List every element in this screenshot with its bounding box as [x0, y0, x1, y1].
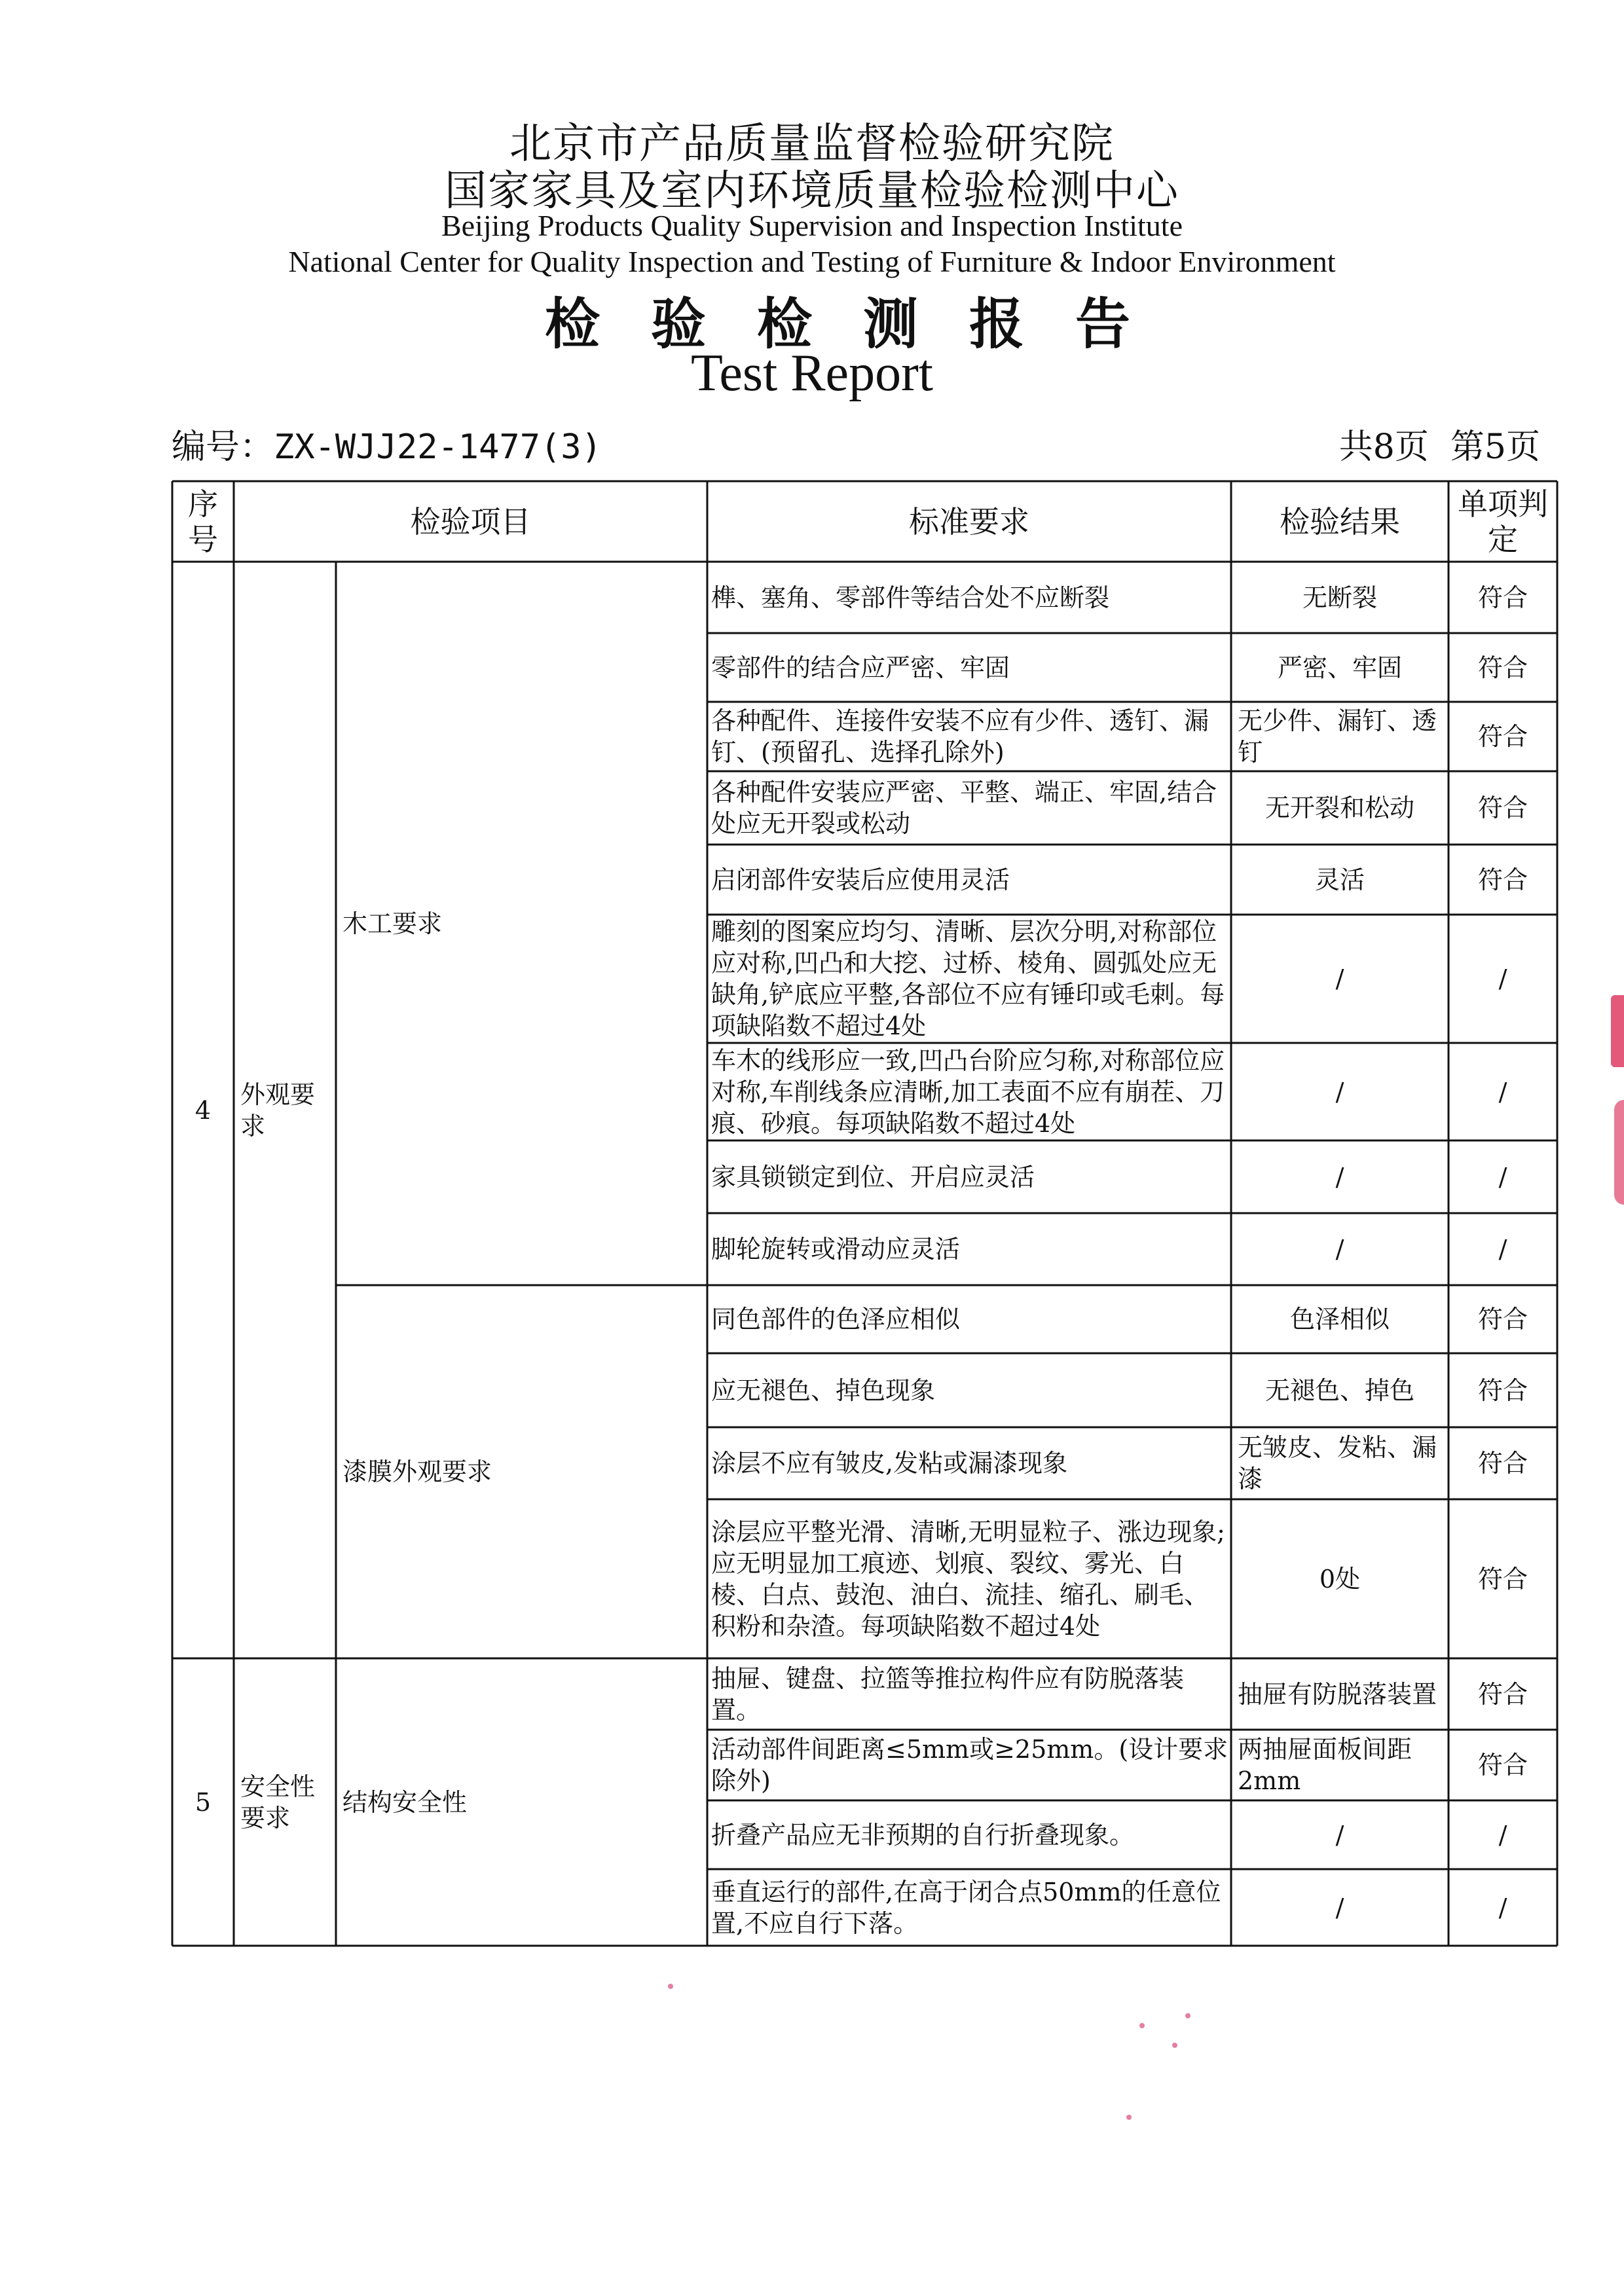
verdict-cell: 符合: [1477, 583, 1528, 612]
requirement-cell: 各种配件安装应严密、平整、端正、牢固,结合处应无开裂或松动: [711, 778, 1217, 838]
requirement-cell: 车木的线形应一致,凹凸台阶应匀称,对称部位应对称,车削线条应清晰,加工表面不应有崩茬、刀痕、砂痕。每项缺陷数不超过4处: [711, 1046, 1225, 1138]
header-seq: 序号: [188, 486, 218, 557]
seal-edge: [1614, 1100, 1624, 1205]
result-cell: 0处: [1319, 1564, 1361, 1594]
result-cell: /: [1335, 964, 1344, 993]
scan-speck: [1139, 2023, 1145, 2028]
verdict-cell: /: [1498, 1162, 1507, 1192]
verdict-cell: 符合: [1477, 865, 1528, 894]
header-requirement: 标准要求: [909, 503, 1029, 539]
org-name-cn-line1: 北京市产品质量监督检验研究院: [509, 120, 1115, 168]
subgroup-name: 结构安全性: [342, 1787, 468, 1817]
result-cell: 无断裂: [1302, 583, 1377, 612]
verdict-cell: 符合: [1477, 1376, 1528, 1405]
requirement-cell: 垂直运行的部件,在高于闭合点50mm的任意位置,不应自行下落。: [711, 1877, 1221, 1938]
verdict-cell: 符合: [1477, 653, 1528, 682]
subgroup-name: 漆膜外观要求: [342, 1457, 492, 1486]
header-item: 检验项目: [410, 503, 531, 539]
requirement-cell: 家具锁锁定到位、开启应灵活: [711, 1162, 1035, 1192]
document-number-value: ZX-WJJ22-1477(3): [274, 428, 602, 467]
result-cell: 抽屉有防脱落装置: [1238, 1679, 1437, 1709]
verdict-cell: 符合: [1477, 1679, 1528, 1709]
requirement-cell: 启闭部件安装后应使用灵活: [711, 865, 1010, 894]
group-category: 安全性要求: [240, 1772, 316, 1832]
result-cell: 两抽屉面板间距2mm: [1238, 1735, 1412, 1795]
org-name-en-line2: National Center for Quality Inspection and Testing of Furniture & Indoor Environment: [288, 245, 1336, 278]
subgroup-name: 木工要求: [342, 909, 443, 938]
report-title-en: Test Report: [691, 344, 933, 402]
group-seq: 4: [194, 1095, 212, 1125]
requirement-cell: 涂层应平整光滑、清晰,无明显粒子、涨边现象;应无明显加工痕迹、划痕、裂纹、雾光、白棱、白点、鼓泡、油白、流挂、缩孔、刷毛、积粉和杂渣。每项缺陷数不超过4处: [711, 1517, 1225, 1641]
group-seq: 5: [194, 1787, 212, 1817]
result-cell: /: [1335, 1820, 1344, 1850]
scan-speck: [1126, 2115, 1132, 2120]
org-name-en-line1: Beijing Products Quality Supervision and Inspection Institute: [441, 209, 1183, 242]
result-cell: /: [1335, 1077, 1344, 1106]
verdict-cell: 符合: [1477, 722, 1528, 751]
result-cell: 无开裂和松动: [1264, 793, 1414, 822]
scan-speck: [1185, 2013, 1190, 2018]
verdict-cell: /: [1498, 964, 1507, 993]
result-cell: /: [1335, 1162, 1344, 1192]
header-result: 检验结果: [1280, 503, 1400, 539]
verdict-cell: 符合: [1477, 1564, 1528, 1594]
requirement-cell: 同色部件的色泽应相似: [711, 1305, 961, 1334]
document-number-label: 编号：: [172, 428, 274, 467]
verdict-cell: /: [1498, 1235, 1507, 1264]
result-cell: 无少件、漏钉、透钉: [1238, 706, 1437, 767]
requirement-cell: 榫、塞角、零部件等结合处不应断裂: [711, 583, 1110, 612]
requirement-cell: 各种配件、连接件安装不应有少件、透钉、漏钉、(预留孔、选择孔除外): [711, 706, 1209, 767]
report-title-cn: 检验检测报告: [544, 291, 1181, 356]
verdict-cell: /: [1498, 1893, 1507, 1922]
result-cell: 严密、牢固: [1277, 653, 1402, 682]
requirement-cell: 应无褪色、掉色现象: [711, 1376, 936, 1405]
requirement-cell: 活动部件间距离≤5mm或≥25mm。(设计要求除外): [711, 1735, 1228, 1795]
requirement-cell: 折叠产品应无非预期的自行折叠现象。: [711, 1820, 1135, 1850]
verdict-cell: 符合: [1477, 1751, 1528, 1779]
result-cell: 无皱皮、发粘、漏漆: [1238, 1433, 1437, 1493]
result-cell: 无褪色、掉色: [1264, 1376, 1414, 1405]
verdict-cell: /: [1498, 1077, 1507, 1106]
result-cell: 灵活: [1314, 865, 1365, 894]
org-name-cn-line2: 国家家具及室内环境质量检验检测中心: [445, 167, 1179, 215]
scan-speck: [1172, 2043, 1177, 2048]
verdict-cell: 符合: [1477, 1449, 1528, 1478]
total-pages: 共8页: [1338, 428, 1429, 467]
verdict-cell: 符合: [1477, 793, 1528, 822]
current-page: 第5页: [1450, 428, 1540, 467]
group-category: 外观要求: [240, 1080, 316, 1140]
header-verdict: 单项判定: [1458, 486, 1548, 557]
verdict-cell: /: [1498, 1820, 1507, 1850]
requirement-cell: 抽屉、键盘、拉篮等推拉构件应有防脱落装置。: [711, 1664, 1185, 1724]
result-cell: /: [1335, 1235, 1344, 1264]
scan-speck: [668, 1984, 673, 1989]
requirement-cell: 零部件的结合应严密、牢固: [711, 653, 1010, 682]
verdict-cell: 符合: [1477, 1305, 1528, 1334]
result-cell: /: [1335, 1893, 1344, 1922]
requirement-cell: 涂层不应有皱皮,发粘或漏漆现象: [711, 1449, 1068, 1478]
requirement-cell: 脚轮旋转或滑动应灵活: [711, 1235, 961, 1264]
result-cell: 色泽相似: [1289, 1305, 1390, 1334]
seal-edge: [1611, 995, 1624, 1067]
requirement-cell: 雕刻的图案应均匀、清晰、层次分明,对称部位应对称,凹凸和大挖、过桥、棱角、圆弧处应无缺角,铲底应平整,各部位不应有锤印或毛刺。每项缺陷数不超过4处: [711, 917, 1225, 1040]
